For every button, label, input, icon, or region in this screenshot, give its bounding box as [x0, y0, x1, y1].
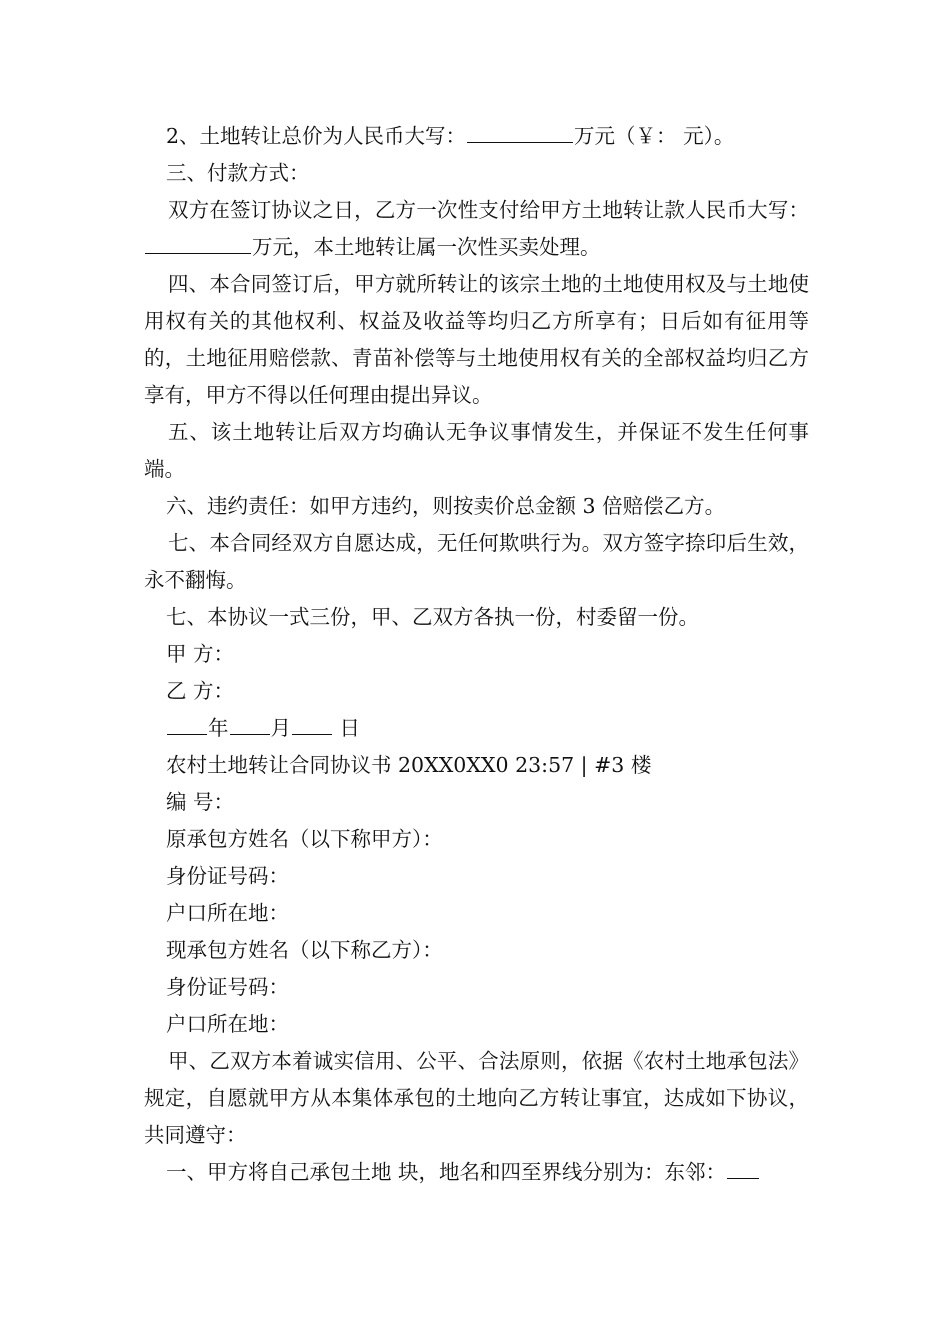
- payment-paragraph: [144, 192, 809, 266]
- year-label: 年: [208, 716, 229, 740]
- clause-one: [144, 1154, 809, 1191]
- date-line: [144, 710, 809, 747]
- clause-one-text: 一、甲方将自己承包土地 块，地名和四至界线分别为：东邻：: [166, 1160, 727, 1184]
- serial-number: 编 号：: [166, 790, 235, 814]
- residence-a: 户口所在地：: [166, 901, 289, 925]
- post-title: 农村土地转让合同协议书 20XX0XX0 23:57 | #3 楼: [166, 753, 652, 777]
- new-contractor-name: 现承包方姓名（以下称乙方）：: [166, 938, 443, 962]
- payment-text: 双方在签订协议之日，乙方一次性支付给甲方土地转让款人民币大写：: [168, 198, 809, 222]
- clause-six: 六、违约责任：如甲方违约，则按卖价总金额 3 倍赔偿乙方。: [166, 494, 726, 518]
- payment-text-end: 万元，本土地转让属一次性买卖处理。: [252, 235, 601, 259]
- document-page: [144, 118, 809, 1191]
- id-number-a: 身份证号码：: [166, 864, 289, 888]
- east-boundary-blank: [727, 1156, 759, 1179]
- payment-heading: 三、付款方式：: [166, 161, 310, 185]
- original-contractor-name: 原承包方姓名（以下称甲方）：: [166, 827, 443, 851]
- year-blank: [167, 712, 207, 735]
- payment-amount-blank: [145, 231, 251, 254]
- total-price-label: 2、土地转让总价为人民币大写：: [166, 124, 467, 148]
- party-a-signature: 甲 方：: [166, 642, 235, 666]
- month-label: 月: [270, 716, 291, 740]
- total-price-unit: 万元（￥： 元）。: [574, 124, 735, 148]
- month-blank: [230, 712, 270, 735]
- preamble-paragraph: 甲、乙双方本着诚实信用、公平、合法原则，依据《农村土地承包法》规定，自愿就甲方从本集体承包的土地向乙方转让事宜，达成如下协议，共同遵守：: [144, 1049, 809, 1147]
- clause-seven-b: 七、本协议一式三份，甲、乙双方各执一份，村委留一份。: [166, 605, 699, 629]
- day-label: 日: [333, 716, 361, 740]
- party-b-signature: 乙 方：: [166, 679, 235, 703]
- day-blank: [292, 712, 332, 735]
- clause-seven-a: 七、本合同经双方自愿达成，无任何欺哄行为。双方签字捺印后生效，永不翻悔。: [144, 531, 809, 592]
- id-number-b: 身份证号码：: [166, 975, 289, 999]
- total-price-line: [144, 118, 809, 155]
- residence-b: 户口所在地：: [166, 1012, 289, 1036]
- clause-four: 四、本合同签订后，甲方就所转让的该宗土地的土地使用权及与土地使用权有关的其他权利、权益及收益等均归乙方所享有；日后如有征用等的，土地征用赔偿款、青苗补偿等与土地使用权有关的全部权益均归乙方享有，甲方不得以任何理由提出异议。: [144, 272, 809, 407]
- amount-blank: [467, 120, 573, 143]
- clause-five: 五、该土地转让后双方均确认无争议事情发生，并保证不发生任何事端。: [144, 420, 809, 481]
